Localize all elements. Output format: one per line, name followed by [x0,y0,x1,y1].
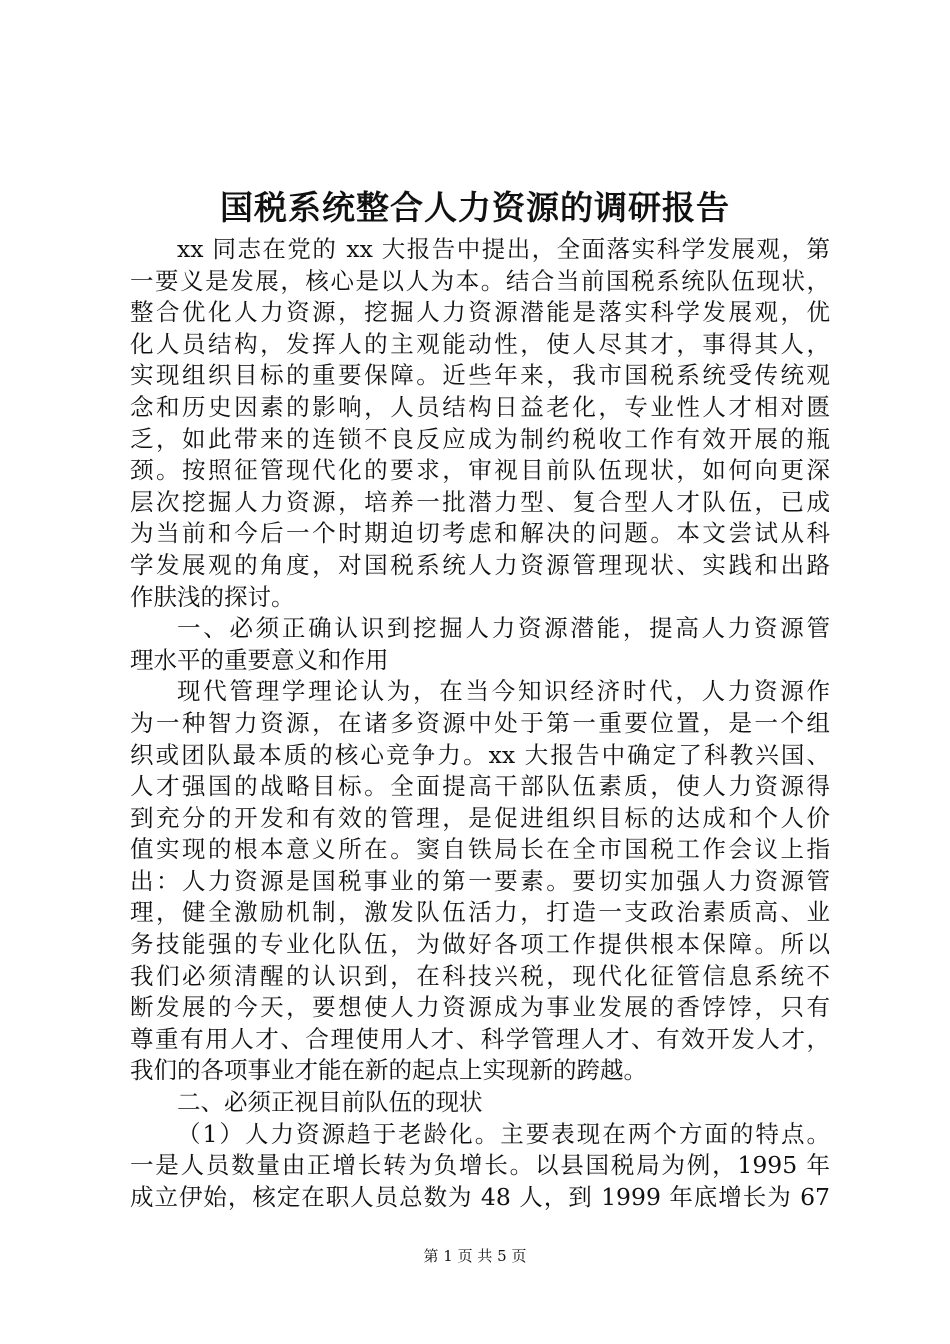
text-line: 务技能强的专业化队伍，为做好各项工作提供根本保障。所以 [130,930,830,959]
text-line: 人才强国的战略目标。全面提高干部队伍素质，使人力资源得 [130,772,830,801]
text-line: 一、必须正确认识到挖掘人力资源潜能，提高人力资源管 [177,614,830,643]
text-line: 为当前和今后一个时期迫切考虑和解决的问题。本文尝试从科 [130,519,830,548]
document-title: 国税系统整合人力资源的调研报告 [220,188,730,227]
text-line: 理水平的重要意义和作用 [130,645,389,674]
text-line: 一是人员数量由正增长转为负增长。以县国税局为例，1995 年 [130,1151,830,1180]
text-line: 二、必须正视目前队伍的现状 [177,1088,483,1117]
text-line: 到充分的开发和有效的管理，是促进组织目标的达成和个人价 [130,803,830,832]
text-line: 乏，如此带来的连锁不良反应成为制约税收工作有效开展的瓶 [130,424,830,453]
text-line: 我们必须清醒的认识到，在科技兴税，现代化征管信息系统不 [130,961,830,990]
text-line: 一要义是发展，核心是以人为本。结合当前国税系统队伍现状， [130,266,830,295]
text-line: 织或团队最本质的核心竞争力。xx 大报告中确定了科教兴国、 [130,740,830,769]
text-line: 断发展的今天，要想使人力资源成为事业发展的香饽饽，只有 [130,993,830,1022]
text-line: 颈。按照征管现代化的要求，审视目前队伍现状，如何向更深 [130,456,830,485]
text-line: 化人员结构，发挥人的主观能动性，使人尽其才，事得其人， [130,329,830,358]
document-body [130,234,830,1213]
text-line: 念和历史因素的影响，人员结构日益老化，专业性人才相对匮 [130,392,830,421]
text-line: 尊重有用人才、合理使用人才、科学管理人才、有效开发人才， [130,1024,830,1053]
text-line: 值实现的根本意义所在。窦自铁局长在全市国税工作会议上指 [130,835,830,864]
text-line: xx 同志在党的 xx 大报告中提出，全面落实科学发展观，第 [177,235,830,263]
text-line: 为一种智力资源，在诸多资源中处于第一重要位置，是一个组 [130,708,830,737]
page-footer: 第 1 页 共 5 页 [423,1247,527,1265]
text-line: 实现组织目标的重要保障。近些年来，我市国税系统受传统观 [130,361,830,390]
text-line: （1）人力资源趋于老龄化。主要表现在两个方面的特点。 [177,1119,830,1148]
text-line: 出：人力资源是国税事业的第一要素。要切实加强人力资源管 [130,866,830,895]
text-line: 层次挖掘人力资源，培养一批潜力型、复合型人才队伍，已成 [130,487,830,516]
text-line: 成立伊始，核定在职人员总数为 48 人，到 1999 年底增长为 67 [130,1182,830,1211]
text-line: 我们的各项事业才能在新的起点上实现新的跨越。 [130,1056,647,1085]
text-line: 现代管理学理论认为，在当今知识经济时代，人力资源作 [177,677,830,706]
text-line: 学发展观的角度，对国税系统人力资源管理现状、实践和出路 [130,550,830,579]
text-line: 整合优化人力资源，挖掘人力资源潜能是落实科学发展观，优 [130,298,830,327]
text-line: 理，健全激励机制，激发队伍活力，打造一支政治素质高、业 [130,898,830,927]
text-line: 作肤浅的探讨。 [130,582,295,611]
